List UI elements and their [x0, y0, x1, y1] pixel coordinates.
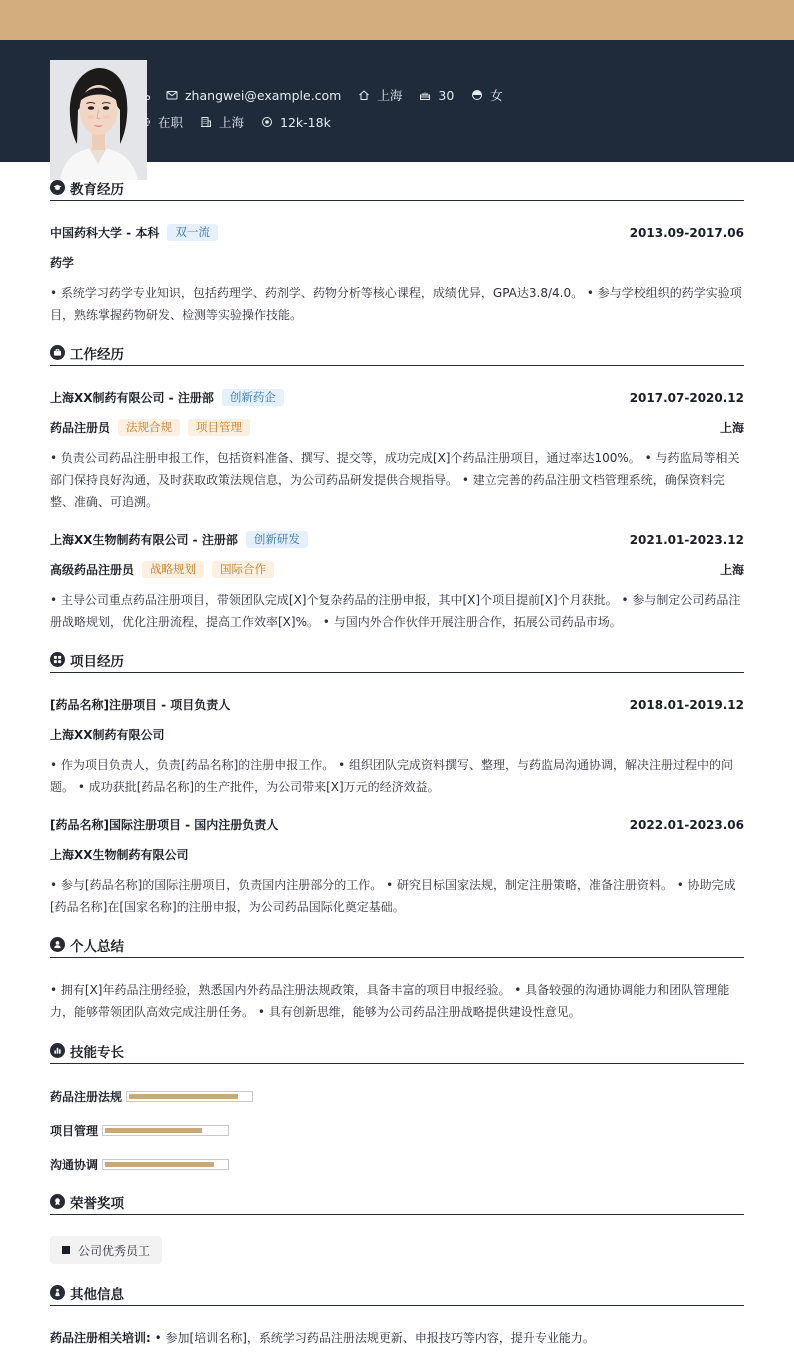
skill-name: 沟通协调: [50, 1158, 99, 1172]
company-tag: 创新药企: [222, 389, 284, 406]
education-entry-header: [50, 224, 744, 241]
profile-header: [0, 40, 794, 162]
city-item: [357, 86, 402, 104]
status-text: 在职: [158, 115, 184, 130]
work-desc-line: 整、准确、可追溯。: [50, 495, 159, 509]
job-role: 高级药品注册员: [50, 563, 135, 577]
gender-text: 女: [490, 88, 503, 103]
education-description: [50, 282, 744, 326]
summary-line: 力，能够带领团队高效完成注册任务。 • 具有创新思维，能够为公司药品注册战略提供建设性意见。: [50, 1005, 581, 1019]
skill-level-fill: [129, 1094, 238, 1099]
graduation-cap-icon: [50, 180, 65, 195]
project-company-line: [50, 846, 744, 863]
user-icon: [50, 937, 65, 952]
work-entry-header: [50, 531, 744, 548]
project-entry-header: [50, 816, 744, 833]
project-date: 2022.01-2023.06: [629, 817, 744, 832]
skill-level-bar: [126, 1091, 253, 1102]
other-info-label: 药品注册相关培训:: [50, 1331, 151, 1345]
top-accent-band: [0, 0, 794, 40]
work-desc-line: 部门保持良好沟通，及时获取政策法规信息，为公司药品研发提供合规指导。 • 建立完善的药品注册文档管理系统，确保资料完: [50, 473, 725, 487]
section-title-text: 项目经历: [70, 653, 124, 670]
mail-icon: [165, 89, 178, 102]
award-text: 公司优秀员工: [78, 1243, 151, 1258]
project-desc-line: • 作为项目负责人，负责[药品名称]的注册申报工作。 • 组织团队完成资料撰写、整理，与药监局沟通协调，解决注册过程中的问: [50, 758, 733, 772]
skill-row: [50, 1088, 253, 1105]
section-title-text: 工作经历: [70, 346, 124, 363]
education-desc-line: • 系统学习药学专业知识，包括药理学、药剂学、药物分析等核心课程，成绩优异，GPA达3.8/4.0。 • 参与学校组织的药学实验项: [50, 286, 742, 300]
summary-text: [50, 979, 744, 1023]
project-date: 2018.01-2019.12: [629, 697, 744, 712]
section-title-education: [50, 178, 744, 201]
work-description: [50, 447, 744, 513]
other-info-text: • 参加[培训名称]，系统学习药品注册法规更新、申报技巧等内容，提升专业能力。: [150, 1331, 595, 1345]
city-text: 上海: [377, 88, 403, 103]
target-city-text: 上海: [219, 115, 245, 130]
square-bullet-icon: [62, 1246, 70, 1254]
education-date: 2013.09-2017.06: [629, 225, 744, 240]
section-title-other: [50, 1283, 744, 1306]
skill-name: 项目管理: [50, 1124, 99, 1138]
section-title-text: 个人总结: [70, 938, 124, 955]
job-role: 药品注册员: [50, 421, 111, 435]
project-name: [药品名称]注册项目 - 项目负责人: [50, 698, 231, 712]
section-title-summary: [50, 935, 744, 958]
school-tag: 双一流: [167, 224, 218, 241]
work-location: 上海: [719, 563, 744, 577]
education-major-line: [50, 254, 744, 271]
award-chip: [50, 1236, 162, 1264]
other-info-line: [50, 1329, 744, 1346]
home-icon: [357, 89, 370, 102]
work-date: 2017.07-2020.12: [629, 390, 744, 405]
project-description: [50, 874, 744, 918]
section-title-projects: [50, 650, 744, 673]
salary-item: [260, 115, 331, 130]
project-desc-line: • 参与[药品名称]的国际注册项目，负责国内注册部分的工作。 • 研究目标国家法规，制定注册策略，准备注册资料。 • 协助完成: [50, 878, 736, 892]
briefcase-icon: [50, 345, 65, 360]
skill-name: 药品注册法规: [50, 1090, 123, 1104]
people-icon: [50, 1285, 65, 1300]
age-item: [418, 88, 454, 103]
work-desc-line: • 主导公司重点药品注册项目，带领团队完成[X]个复杂药品的注册申报，其中[X]个项目提前[X]个月获批。 • 参与制定公司药品注: [50, 593, 741, 607]
skill-level-bar: [102, 1159, 229, 1170]
work-entry-header: [50, 389, 744, 406]
work-role-line: [50, 419, 744, 436]
target-city-item: [199, 113, 244, 131]
email-text: zhangwei@example.com: [185, 87, 342, 103]
email-item: [165, 88, 341, 103]
project-desc-line: [药品名称]在[国家名称]的注册申报，为公司药品国际化奠定基础。: [50, 900, 405, 914]
coin-icon: [260, 116, 273, 129]
gender-item: [470, 86, 503, 104]
phone-icon: [145, 89, 151, 102]
building-icon: [199, 116, 212, 129]
skill-level-fill: [105, 1162, 214, 1167]
education-major: 药学: [50, 256, 75, 270]
skill-tag: 法规合规: [118, 419, 180, 436]
education-desc-line: 目，熟练掌握药物研发、检测等实验操作技能。: [50, 308, 303, 322]
project-description: [50, 754, 744, 798]
project-company: 上海XX制药有限公司: [50, 728, 165, 742]
section-title-text: 其他信息: [70, 1286, 124, 1303]
skill-tag: 战略规划: [142, 561, 204, 578]
age-text: 30: [438, 87, 455, 103]
salary-text: 12k-18k: [280, 114, 331, 130]
section-title-text: 教育经历: [70, 181, 124, 198]
project-company: 上海XX生物制药有限公司: [50, 848, 189, 862]
avatar: [50, 60, 147, 180]
summary-line: • 拥有[X]年药品注册经验，熟悉国内外药品注册法规政策，具备丰富的项目申报经验。 • 具备较强的沟通协调能力和团队管理能: [50, 983, 730, 997]
gender-icon: [470, 89, 483, 102]
work-desc-line: • 负责公司药品注册申报工作，包括资料准备、撰写、提交等，成功完成[X]个药品注册项目，通过率达100%。 • 与药监局等相关: [50, 451, 740, 465]
gear-icon: [145, 116, 151, 129]
school-name: 中国药科大学 - 本科: [50, 226, 160, 240]
contact-row: [145, 86, 519, 104]
work-description: [50, 589, 744, 633]
work-location: 上海: [719, 421, 744, 435]
skill-level-bar: [102, 1125, 229, 1136]
project-name: [药品名称]国际注册项目 - 国内注册负责人: [50, 818, 279, 832]
work-date: 2021.01-2023.12: [629, 532, 744, 547]
work-role-line: [50, 561, 744, 578]
skill-row: [50, 1156, 229, 1173]
company-name: 上海XX生物制药有限公司 - 注册部: [50, 533, 238, 547]
skill-tag: 国际合作: [212, 561, 274, 578]
work-desc-line: 册战略规划，优化注册流程，提高工作效率[X]%。 • 与国内外合作伙伴开展注册合作，拓展公司药品市场。: [50, 615, 622, 629]
project-entry-header: [50, 696, 744, 713]
section-title-text: 技能专长: [70, 1044, 124, 1061]
section-title-text: 荣誉奖项: [70, 1195, 124, 1212]
status-item: [145, 113, 183, 131]
company-tag: 创新研发: [246, 531, 308, 548]
skill-tag: 项目管理: [188, 419, 250, 436]
grid-icon: [50, 652, 65, 667]
company-name: 上海XX制药有限公司 - 注册部: [50, 391, 214, 405]
section-title-work: [50, 343, 744, 366]
project-company-line: [50, 726, 744, 743]
medal-icon: [50, 1194, 65, 1209]
skill-level-fill: [105, 1128, 202, 1133]
bar-chart-icon: [50, 1043, 65, 1058]
cake-icon: [418, 89, 431, 102]
section-title-skills: [50, 1041, 744, 1064]
section-title-awards: [50, 1192, 744, 1215]
skill-row: [50, 1122, 229, 1139]
project-desc-line: 题。 • 成功获批[药品名称]的生产批件，为公司带来[X]万元的经济效益。: [50, 780, 440, 794]
job-status-row: [145, 113, 347, 131]
